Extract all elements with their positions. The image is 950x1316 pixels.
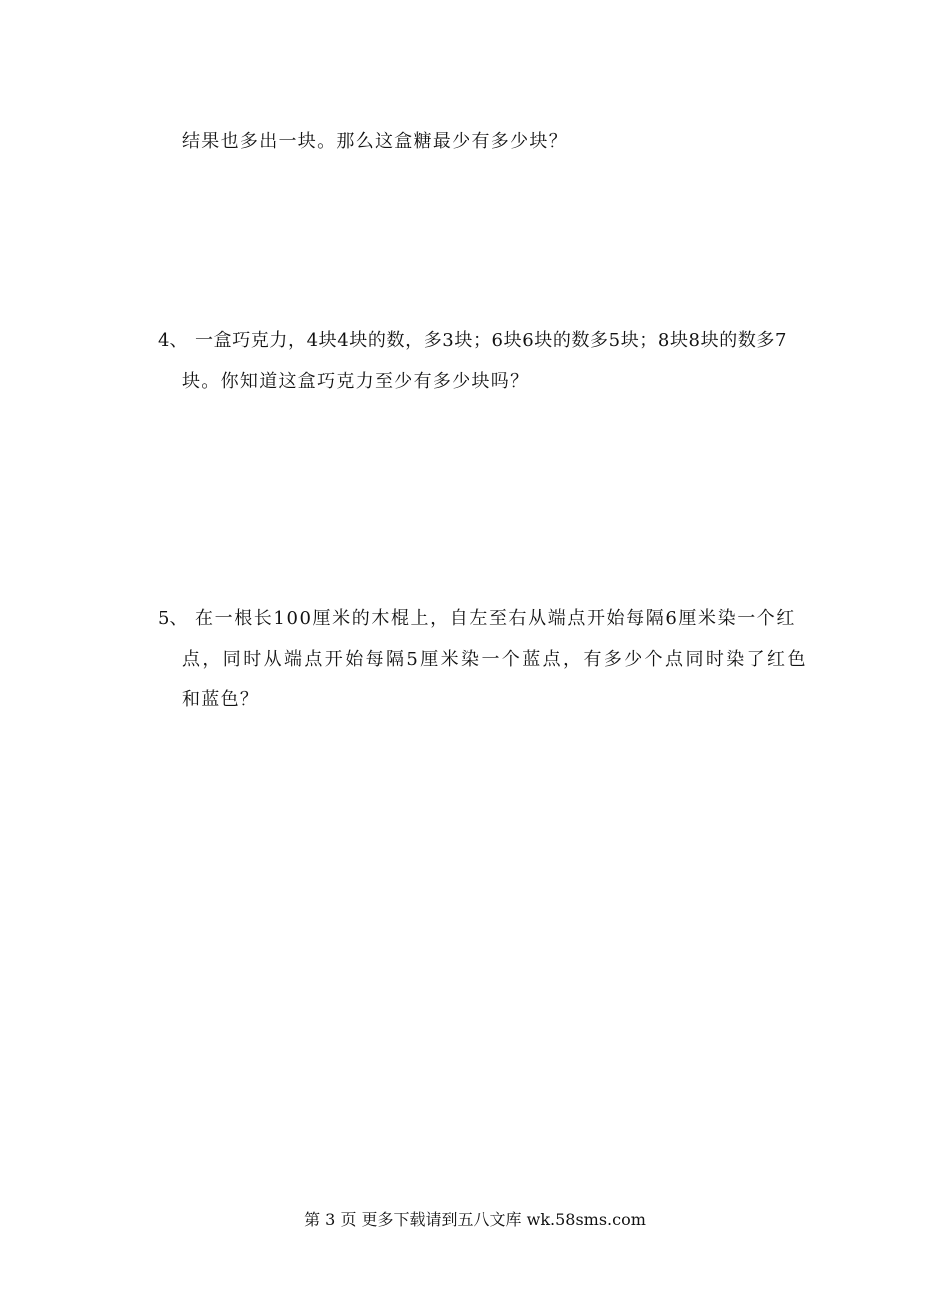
question-3-continuation: 结果也多出一块。那么这盒糖最少有多少块？ <box>182 131 568 152</box>
question-5-line-2: 点，同时从端点开始每隔5厘米染一个蓝点，有多少个点同时染了红色 <box>182 649 808 670</box>
question-5-line-1: 在一根长100厘米的木棍上，自左至右从端点开始每隔6厘米染一个红 <box>195 608 797 629</box>
question-5-line-3: 和蓝色？ <box>182 689 260 710</box>
question-5-number: 5、 <box>158 608 188 629</box>
question-4-line-2: 块。你知道这盒巧克力至少有多少块吗？ <box>182 371 530 392</box>
question-4-number: 4、 <box>158 330 188 351</box>
page-footer: 第 3 页 更多下载请到五八文库 wk.58sms.com <box>304 1210 646 1229</box>
question-4-line-1: 一盒巧克力，4块4块的数，多3块；6块6块的数多5块；8块8块的数多7 <box>195 330 788 351</box>
